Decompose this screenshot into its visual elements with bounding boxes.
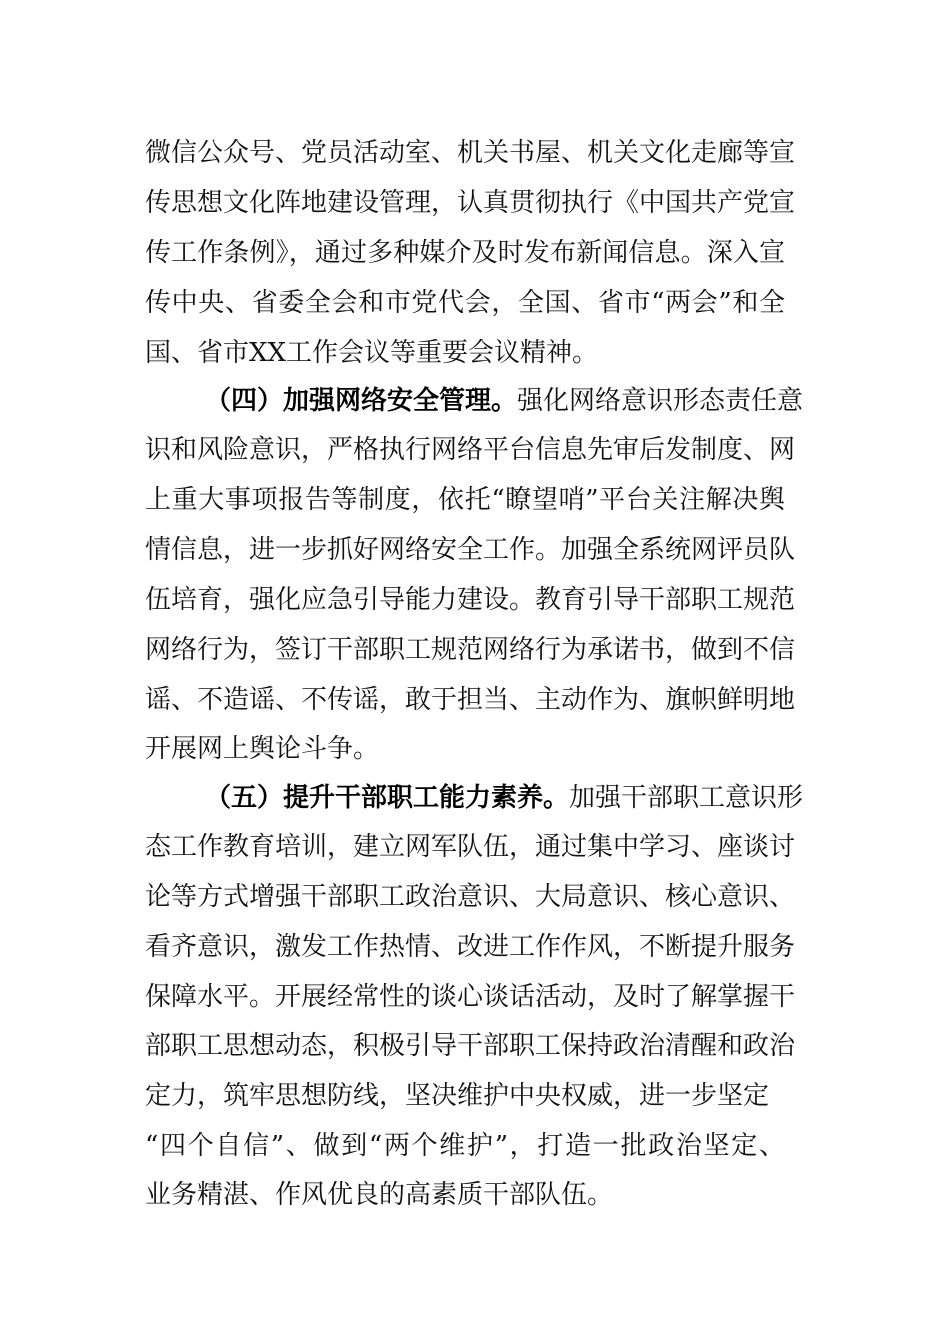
text-line: 传中央、省委全会和市党代会，全国、省市“两会”和全: [145, 288, 785, 318]
text-line: 业务精湛、作风优良的高素质干部队伍。: [145, 1180, 614, 1210]
paragraph-first-line: [205, 381, 804, 421]
text-line: 保障水平。开展经常性的谈心谈话活动，及时了解掌握干: [145, 982, 796, 1012]
section-heading: （五）提升干部职工能力素养。: [205, 783, 570, 813]
text-line: 微信公众号、党员活动室、机关书屋、机关文化走廊等宣: [145, 138, 796, 168]
text-line: 网络行为，签订干部职工规范网络行为承诺书，做到不信: [145, 635, 796, 665]
text-line: 看齐意识，激发工作热情、改进工作作风，不断提升服务: [145, 932, 796, 962]
text-line: 传工作条例》，通过多种媒介及时发布新闻信息。深入宣: [145, 238, 785, 268]
text-line: 谣、不造谣、不传谣，敢于担当、主动作为、旗帜鲜明地: [145, 685, 796, 715]
paragraph-first-line: [205, 778, 804, 818]
text-line: 态工作教育培训，建立网军队伍，通过集中学习、座谈讨: [145, 832, 796, 862]
text-line: 定力，筑牢思想防线，坚决维护中央权威，进一步坚定: [145, 1081, 770, 1111]
text-line: 开展网上舆论斗争。: [145, 734, 380, 764]
text-line: 国、省市XX工作会议等重要会议精神。: [145, 338, 599, 368]
text-line: 情信息，进一步抓好网络安全工作。加强全系统网评员队: [145, 535, 796, 565]
text-line: 识和风险意识，严格执行网络平台信息先审后发制度、网: [145, 435, 796, 465]
text-line: “四个自信”、做到“两个维护”，打造一批政治坚定、: [145, 1131, 785, 1161]
text-line: 论等方式增强干部职工政治意识、大局意识、核心意识、: [145, 882, 796, 912]
text-line: 部职工思想动态，积极引导干部职工保持政治清醒和政治: [145, 1031, 796, 1061]
text-line: 上重大事项报告等制度，依托“瞭望哨”平台关注解决舆: [145, 485, 785, 515]
first-line-text: 加强干部职工意识形: [569, 783, 804, 813]
text-line: 传思想文化阵地建设管理，认真贯彻执行《中国共产党宣: [145, 188, 796, 218]
text-line: 伍培育，强化应急引导能力建设。教育引导干部职工规范: [145, 585, 796, 615]
first-line-text: 强化网络意识形态责任意: [517, 386, 804, 416]
section-heading: （四）加强网络安全管理。: [205, 386, 518, 416]
